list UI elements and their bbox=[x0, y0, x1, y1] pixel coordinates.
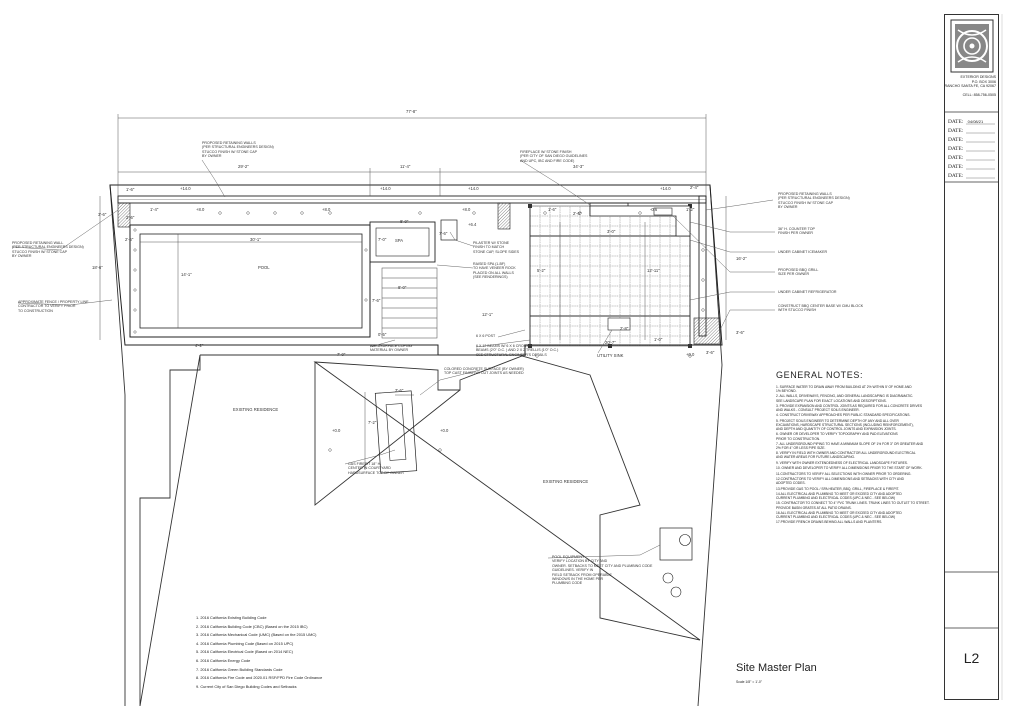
elevation-label: -0.6 bbox=[650, 207, 658, 212]
callout-concrete: COLORED CONCRETE SURFACE (BY OWNER) TOP CAST FINISH W/ CUT JOINTS AS NEEDED bbox=[444, 367, 524, 376]
elevation-label: +14.0 bbox=[660, 186, 671, 191]
spa-steps bbox=[382, 268, 437, 338]
date-label: DATE: bbox=[948, 155, 964, 161]
property-line-right bbox=[698, 185, 722, 706]
general-note: 16.ALL ELECTRICAL AND PLUMBING TO MEET OR EXCEED CITY AND ADOPTED CURRENT PLUMBING AND ELECTRICAL CODES (UPC & NEC - SEE BELOW) bbox=[776, 510, 902, 519]
dim-label: 34'-3" bbox=[573, 164, 584, 169]
company-name: EXTERIOR DESIGNS bbox=[960, 75, 996, 79]
date-label: DATE: bbox=[948, 173, 964, 179]
dim-label: 12'-1" bbox=[482, 312, 493, 317]
existing-residence-label: EXISTING RESIDENCE bbox=[543, 479, 589, 484]
building-codes-list bbox=[196, 614, 322, 691]
callout-retaining-wall-right: PROPOSED RETAINING WALLS (PER STRUCTURAL ENGINEERS DESIGN) STUCCO FINISH W/ STONE CAP BY OWNER bbox=[778, 192, 850, 210]
steps-mid bbox=[498, 203, 510, 229]
elevation-label: +6.4 bbox=[468, 222, 477, 227]
dim-label: 14'-1" bbox=[181, 272, 192, 277]
dim-label: 7'-6" bbox=[439, 231, 448, 236]
elevation-label: +8.0 bbox=[322, 207, 331, 212]
elevation-label: +14.0 bbox=[468, 186, 479, 191]
building-code-item: 6. 2016 California Energy Code bbox=[196, 657, 251, 663]
callout-pilaster: PILASTER W/ STONE FINISH TO MATCH STONE CAP, SLOPE SIDES bbox=[473, 241, 520, 254]
callout-refrigerator: UNDER CABINET REFRIGERATOR bbox=[778, 290, 837, 294]
date-label: DATE: bbox=[948, 128, 964, 134]
general-note: 5. PROJECT SOILS ENGINEER TO DETERMINE DEPTH OF ANY AND ALL OVER EXCAVATIONS, HARDSCAPE STRUCTURAL SECTIONS (INCLUDING REINFORCEMENT), AND DEPTH AND QUANTITY OF CONTROL JOINTS AND EXPANSION JOINTS. bbox=[776, 418, 914, 432]
dim-label: 2'-6" bbox=[126, 215, 135, 220]
dim-label: 7'-0" bbox=[378, 237, 387, 242]
building-code-item: 2. 2016 California Building Code (CBC) (Based on the 2015 IBC) bbox=[196, 623, 308, 629]
date-rows bbox=[948, 117, 983, 181]
dim-label: 11'-4" bbox=[400, 164, 411, 169]
general-note: 4. CONSTRUCT DRIVEWAY APPROACHES PER PUBLIC STANDARD SPECIFICATIONS. bbox=[776, 413, 911, 418]
elevation-label: +14.0 bbox=[180, 186, 191, 191]
dim-label: 3'-6" bbox=[736, 330, 745, 335]
elevation-label: +8.0 bbox=[196, 207, 205, 212]
pool-equipment-pad bbox=[660, 528, 692, 560]
plan-title: Site Master Plan bbox=[736, 662, 817, 674]
dim-label: 30'-1" bbox=[250, 237, 261, 242]
general-note: 10. OWNER AND DEVELOPER TO VERIFY ALL DIMENSIONS PRIOR TO THE START OF WORK. bbox=[776, 466, 923, 471]
callout-retaining-wall-top: PROPOSED RETAINING WALLS (PER STRUCTURAL ENGINEERS DESIGN) STUCCO FINISH W/ STONE CAP BY OWNER bbox=[202, 141, 274, 159]
company-city: RANCHO SANTA FE, CA 92067 bbox=[944, 84, 996, 88]
dim-label: 2'-8" bbox=[620, 326, 629, 331]
general-note: 12.CONTRACTORS TO VERIFY ALL DIMENSIONS AND SETBACKS WITH CITY AND ADOPTED CODES. bbox=[776, 477, 904, 486]
building-code-item: 5. 2016 California Electrical Code (Based on 2014 NEC) bbox=[196, 649, 293, 655]
steps-right bbox=[694, 318, 720, 344]
dim-label: 1'-6" bbox=[548, 207, 557, 212]
existing-residence-left bbox=[140, 355, 200, 706]
pool-coping-dots bbox=[134, 229, 367, 333]
retaining-wall-right bbox=[699, 196, 706, 336]
callout-beams: 6 X 12 BEAMS W/ 6 X 6 CROSS BEAMS (2'0" O.C. ) AND 2 X 2 TRELLIS (1'0" O.C.) SEE STRUCTURAL ENGINEER'S DETAILS bbox=[476, 344, 559, 357]
callout-fence-line: APPROXIMATE FENCE / PROPERTY LINE CONTRACTOR TO VERIFY PRIOR TO CONSTRUCTION bbox=[18, 300, 89, 313]
dim-label: 3'-0" bbox=[607, 229, 616, 234]
general-note: 9. VERIFY WITH OWNER EXTENDEDNESS OF ELECTRICAL LANDSCAPE FIXTURES. bbox=[776, 460, 908, 465]
callout-fireplace: FIREPLACE W/ STONE FINISH (PER CITY OF SAN DIEGO GUIDELINES AND UPC, IBC AND FIRE CODE) bbox=[520, 150, 588, 163]
dim-label: 1'-6" bbox=[126, 187, 135, 192]
general-note: 13.PROVIDE GAS TO POOL / SPA HEATER, BBQ, GRILL, FIREPLACE & FIREPIT. bbox=[776, 486, 900, 491]
callout-gas-firepit: GAS FIREPIT 18" H. CENTER IN COURTYARD HARDSURFACE TOP BY OWNER bbox=[348, 462, 404, 475]
pilaster bbox=[441, 220, 457, 240]
existing-residence-right bbox=[315, 356, 700, 640]
general-note: 3. PROVIDE EXPANSION AND CONTROL JOINTS AS REQUIRED FOR ALL CONCRETE DRIVES AND WALKS - CONSULT PROJECT SOILS ENGINEER. bbox=[776, 403, 923, 413]
general-note: 14.ALL ELECTRICAL AND PLUMBING TO MEET OR EXCEED CITY AND ADOPTED CURRENT PLUMBING AND ELECTRICAL CODES (UPC & NEC - SEE BELOW) bbox=[776, 491, 902, 501]
general-notes-title: GENERAL NOTES: bbox=[776, 370, 864, 380]
pool-label: POOL bbox=[258, 265, 270, 270]
pool bbox=[140, 234, 362, 328]
pool-equipment-filter bbox=[680, 535, 691, 546]
dim-label: 20'-7" bbox=[605, 340, 616, 345]
dim-overall: 77'-8" bbox=[406, 109, 417, 114]
callout-pool-equipment: POOL EQUIPMENT VERIFY LOCATION BY CITY AND OWNER. SETBACKS TO MEET CITY AND PLUMBING CODE GUIDELINES. VERIFY IN FIELD SETBACK FROM OPERABLE WINDOWS IN THE HOME PER PLUMBING CODE bbox=[552, 555, 653, 586]
revision-date: 04/08/21 bbox=[967, 119, 984, 124]
general-note: 1. SURFACE WATER TO DRAIN AWAY FROM BUILDING AT 2% WITHIN 5' OF HOME AND 1% BEYOND. bbox=[776, 385, 912, 394]
building-code-item: 4. 2016 California Plumbing Code (Based on 2015 UPC) bbox=[196, 640, 294, 646]
elevation-label: +14.0 bbox=[380, 186, 391, 191]
company-info bbox=[944, 75, 996, 97]
building-code-item: 9. Current City of San Diego Building Codes and Setbacks bbox=[196, 683, 297, 689]
general-note: 7. ALL UNDERGROUND PIPING TO HAVE A MINIMUM SLOPE OF 1% FOR 3" OR GREATER AND 2% FOR 4" OR LESS PIPE SIZE. bbox=[776, 441, 924, 450]
callout-counter-top: 36" H. COUNTER TOP FINISH PER OWNER bbox=[778, 227, 815, 236]
dim-label: 3'-6" bbox=[395, 388, 404, 393]
dim-label: 0'-5" bbox=[378, 332, 387, 337]
spa-label: SPA bbox=[395, 238, 404, 243]
general-notes-list bbox=[776, 385, 936, 526]
elevation-label: +0.0 bbox=[686, 352, 695, 357]
dim-label: 4'-2" bbox=[195, 343, 204, 348]
dim-label: 1'-0" bbox=[654, 337, 663, 342]
dim-label: 5'-2" bbox=[537, 268, 546, 273]
gas-firepit-outer bbox=[375, 391, 416, 473]
building-code-item: 1. 2016 California Existing Building Code bbox=[196, 615, 267, 620]
dim-label: 7'-2" bbox=[368, 420, 377, 425]
dim-label: 3'-6" bbox=[98, 212, 107, 217]
general-note: 8. VERIFY IN FIELD WITH OWNER AND CONTRACTOR ALL UNDERGROUND ELECTRICAL AND WATER AREAS FOR FUTURE LANDSCAPING. bbox=[776, 451, 916, 460]
plan-scale: Scale 1/8" = 1'-0" bbox=[736, 680, 762, 684]
dim-label: 8'-0" bbox=[398, 285, 407, 290]
dim-label: 1'-2" bbox=[686, 207, 695, 212]
date-label: DATE: bbox=[948, 146, 964, 152]
building-code-item: 7. 2016 California Green Building Standards Code bbox=[196, 666, 283, 672]
general-note: 11.CONTRACTORS TO VERIFY ALL SELECTIONS WITH OWNER PRIOR TO ORDERING. bbox=[776, 471, 912, 476]
dim-label: 2'-4" bbox=[690, 185, 699, 190]
general-note: 2. ALL WALLS, DRIVEWAYS, FENCING, AND GENERAL LANDSCAPING IS DIAGRAMATIC. SEE LANDSCAPE PLAN FOR EXACT LOCATIONS AND DESCRIPTIONS. bbox=[776, 394, 914, 403]
callout-post: 6 X 6 POST bbox=[476, 334, 496, 338]
callout-bbq-grill: PROPOSED BBQ GRILL SIZE PER OWNER bbox=[778, 268, 819, 277]
existing-residence-label: EXISTING RESIDENCE bbox=[233, 407, 279, 412]
dim-label: 12'-11" bbox=[647, 268, 660, 273]
dim-label: 3'-6" bbox=[706, 350, 715, 355]
dim-label: 7'-6" bbox=[372, 298, 381, 303]
date-label: DATE: bbox=[948, 137, 964, 143]
callout-raised-spa: RAISED SPA (1-BF) TO HAVE VENEER ROCK PLACED ON ALL WALLS (SEE RENDERINGS) bbox=[473, 262, 516, 280]
dim-label: 2'-6" bbox=[573, 211, 582, 216]
utility-sink-label: UTILITY SINK bbox=[597, 353, 624, 358]
dim-label: 16'-2" bbox=[736, 256, 747, 261]
general-note: 6. OWNER OR DEVELOPER TO VERIFY TOPOGRAPHY AND PAD ELEVATIONS PRIOR TO CONSTRUCTION. bbox=[776, 432, 898, 441]
date-label: DATE: bbox=[948, 119, 964, 125]
callout-bbq-center: CONSTRUCT BBQ CENTER BASE W/ CMU BLOCK WITH STUCCO FINISH bbox=[778, 304, 864, 313]
company-cell: CELL: 858-756-0505 bbox=[962, 92, 996, 97]
dim-label: 29'-2" bbox=[238, 164, 249, 169]
dim-label: 7'-0" bbox=[337, 352, 346, 357]
dim-label: 2'-6" bbox=[125, 237, 134, 242]
dim-label: 8'-0" bbox=[400, 219, 409, 224]
elevation-label: +8.0 bbox=[462, 207, 471, 212]
building-code-item: 8. 2016 California Fire Code and 2020.01 RSF/FPD Fire Code Ordinance bbox=[196, 675, 323, 681]
company-po-box: P.O. BOX 3006 bbox=[971, 79, 996, 84]
building-code-item: 3. 2016 California Mechanical Code (UMC) (Based on the 2015 UMC) bbox=[196, 632, 317, 638]
callout-coping: HARDSURFACE COPING MATERIAL BY OWNER bbox=[370, 344, 413, 353]
callout-icemaker: UNDER CABINET ICEMAKER bbox=[778, 250, 828, 254]
dim-label: 18'-6" bbox=[92, 265, 103, 270]
general-note: 17.PROVIDE FRENCH DRAINS BEHIND ALL WALLS AND PLANTERS. bbox=[776, 520, 883, 525]
elevation-label: +0.0 bbox=[440, 428, 449, 433]
dim-label: 1'-4" bbox=[150, 207, 159, 212]
elevation-label: +0.0 bbox=[332, 428, 341, 433]
sheet-number: L2 bbox=[963, 650, 980, 666]
date-label: DATE: bbox=[948, 164, 964, 170]
general-note: 15. CONTRACTOR TO CONNECT TO 4" PVC TRUNK LINES. TRUNK LINES TO OUTLET TO STREET. PROVIDE BASIN GRATES AT ALL PATIO DRAINS. bbox=[776, 501, 930, 510]
callout-retaining-wall-left: PROPOSED RETAINING WALL (PER STRUCTURAL ENGINEERS DESIGN) STUCCO FINISH W/ STONE CAP BY OWNER bbox=[12, 241, 84, 259]
